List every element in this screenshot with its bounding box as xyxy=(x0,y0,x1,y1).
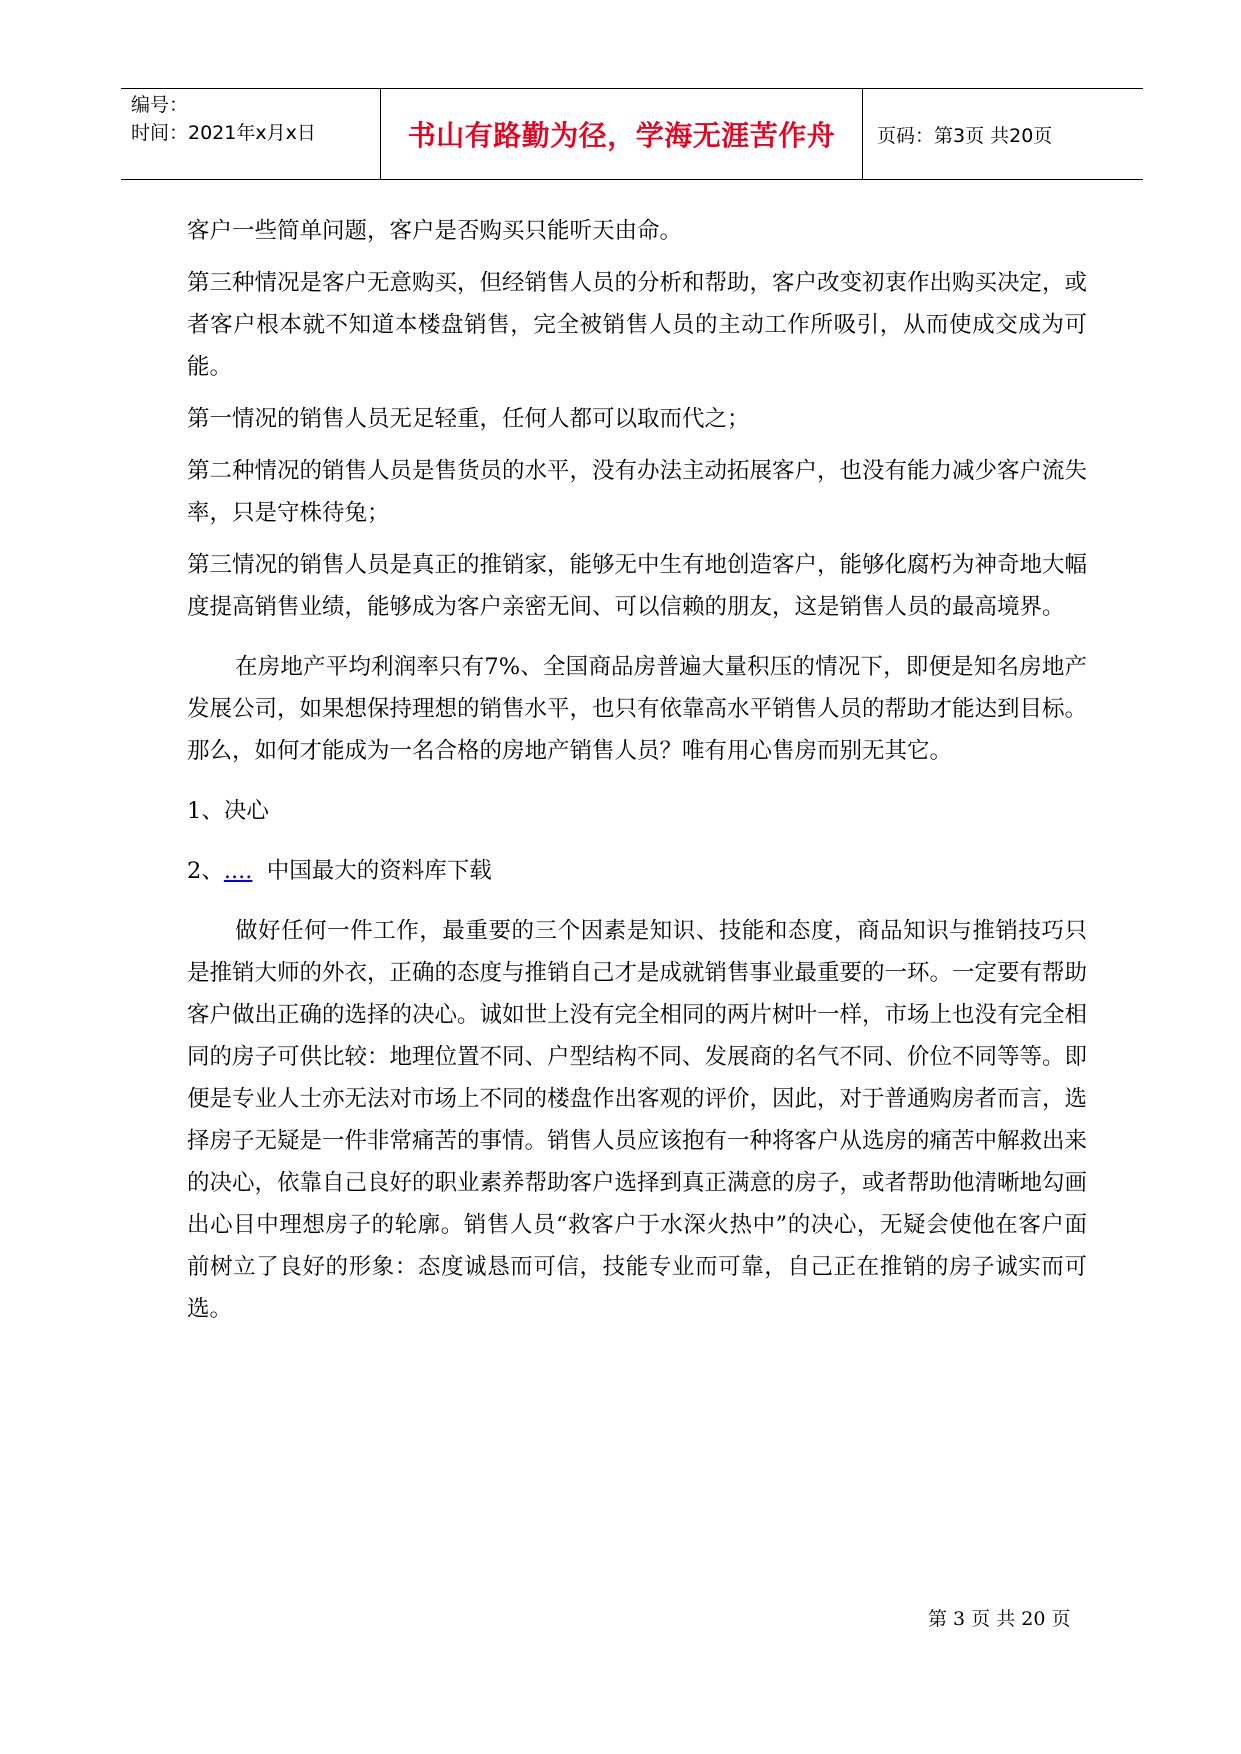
list-item-download xyxy=(187,850,1087,892)
list-item-number: 2、 xyxy=(187,858,224,884)
header-motto: 书山有路勤为径，学海无涯苦作舟 xyxy=(381,89,863,179)
header-meta xyxy=(121,89,381,179)
paragraph: 第二种情况的销售人员是售货员的水平，没有办法主动拓展客户，也没有能力减少客户流失率，只是守株待兔； xyxy=(187,458,1088,526)
page-header xyxy=(121,88,1143,180)
paragraph: 在房地产平均利润率只有7%、全国商品房普遍大量积压的情况下，即便是知名房地产发展公司，如果想保持理想的销售水平，也只有依靠高水平销售人员的帮助才能达到目标。那么，如何才能成为一名合格的房地产销售人员？唯有用心售房而别无其它。 xyxy=(187,654,1088,764)
list-item-text: 中国最大的资料库下载 xyxy=(266,858,492,884)
download-link[interactable]: .... xyxy=(223,858,253,884)
list-item-decision: 1、决心 xyxy=(187,798,269,824)
paragraph: 客户一些简单问题，客户是否购买只能听天由命。 xyxy=(187,218,683,244)
document-number-label: 编号： xyxy=(131,94,189,116)
header-page-info: 页码：第3页 共20页 xyxy=(877,124,1053,147)
paragraph: 第三种情况是客户无意购买，但经销售人员的分析和帮助，客户改变初衷作出购买决定，或者客户根本就不知道本楼盘销售，完全被销售人员的主动工作所吸引，从而使成交成为可能。 xyxy=(187,270,1088,380)
paragraph: 第三情况的销售人员是真正的推销家，能够无中生有地创造客户，能够化腐朽为神奇地大幅度提高销售业绩，能够成为客户亲密无间、可以信赖的朋友，这是销售人员的最高境界。 xyxy=(187,552,1088,620)
page-footer: 第 3 页 共 20 页 xyxy=(928,1608,1071,1630)
document-body xyxy=(187,210,1087,1340)
document-time: 时间：2021年x月x日 xyxy=(131,122,316,144)
paragraph: 做好任何一件工作，最重要的三个因素是知识、技能和态度，商品知识与推销技巧只是推销大师的外衣，正确的态度与推销自己才是成就销售事业最重要的一环。一定要有帮助客户做出正确的选择的决心。诚如世上没有完全相同的两片树叶一样，市场上也没有完全相同的房子可供比较：地理位置不同、户型结构不同、发展商的名气不同、价位不同等等。即便是专业人士亦无法对市场上不同的楼盘作出客观的评价，因此，对于普通购房者而言，选择房子无疑是一件非常痛苦的事情。销售人员应该抱有一种将客户从选房的痛苦中解救出来的决心，依靠自己良好的职业素养帮助客户选择到真正满意的房子，或者帮助他清晰地勾画出心目中理想房子的轮廓。销售人员“救客户于水深火热中”的决心，无疑会使他在客户面前树立了良好的形象：态度诚恳而可信，技能专业而可靠，自己正在推销的房子诚实而可选。 xyxy=(187,918,1088,1322)
paragraph: 第一情况的销售人员无足轻重，任何人都可以取而代之； xyxy=(187,406,750,432)
